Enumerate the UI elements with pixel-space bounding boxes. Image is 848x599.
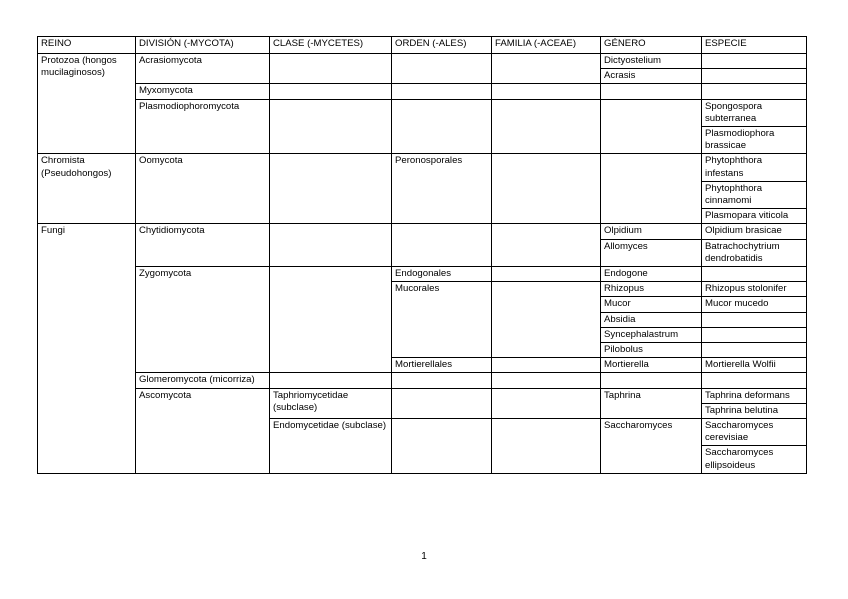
cell-familia <box>492 154 601 224</box>
cell-familia <box>492 373 601 388</box>
cell-genero: Syncephalastrum <box>601 327 702 342</box>
col-header-reino: REINO <box>38 37 136 54</box>
cell-familia <box>492 84 601 99</box>
cell-orden: Mortierellales <box>392 358 492 373</box>
cell-division: Myxomycota <box>136 84 270 99</box>
table-row <box>38 84 807 99</box>
cell-especie: Phytophthora infestans <box>702 154 807 181</box>
cell-orden: Endogonales <box>392 267 492 282</box>
cell-especie: Saccharomyces ellipsoideus <box>702 446 807 473</box>
taxonomy-table <box>37 36 807 474</box>
header-row <box>38 37 807 54</box>
table-row <box>38 224 807 239</box>
cell-genero: Olpidium <box>601 224 702 239</box>
cell-division: Acrasiomycota <box>136 54 270 84</box>
cell-familia <box>492 99 601 154</box>
cell-orden: Mucorales <box>392 282 492 358</box>
cell-especie: Taphrina belutina <box>702 403 807 418</box>
cell-division: Plasmodiophoromycota <box>136 99 270 154</box>
cell-division: Ascomycota <box>136 388 270 473</box>
cell-especie: Saccharomyces cerevisiae <box>702 419 807 446</box>
table-row <box>38 373 807 388</box>
cell-especie: Batrachochytrium dendrobatidis <box>702 239 807 266</box>
cell-genero: Absidia <box>601 312 702 327</box>
cell-especie: Plasmodiophora brassicae <box>702 127 807 154</box>
cell-familia <box>492 267 601 282</box>
cell-familia <box>492 54 601 84</box>
cell-clase <box>270 84 392 99</box>
col-header-clase: CLASE (-MYCETES) <box>270 37 392 54</box>
cell-orden <box>392 224 492 267</box>
cell-genero <box>601 99 702 154</box>
cell-familia <box>492 358 601 373</box>
cell-genero: Saccharomyces <box>601 419 702 474</box>
cell-orden <box>392 373 492 388</box>
cell-especie: Spongospora subterranea <box>702 99 807 126</box>
cell-especie <box>702 373 807 388</box>
cell-especie: Mortierella Wolfii <box>702 358 807 373</box>
cell-especie: Plasmopara viticola <box>702 209 807 224</box>
cell-clase <box>270 267 392 373</box>
cell-especie: Olpidium brasicae <box>702 224 807 239</box>
cell-especie <box>702 84 807 99</box>
cell-reino: Fungi <box>38 224 136 473</box>
table-row <box>38 267 807 282</box>
cell-genero: Dictyostelium <box>601 54 702 69</box>
cell-familia <box>492 419 601 474</box>
cell-orden <box>392 99 492 154</box>
cell-genero: Endogone <box>601 267 702 282</box>
cell-orden <box>392 84 492 99</box>
cell-clase <box>270 54 392 84</box>
cell-genero: Allomyces <box>601 239 702 266</box>
cell-familia <box>492 282 601 358</box>
cell-especie <box>702 267 807 282</box>
cell-genero: Mucor <box>601 297 702 312</box>
cell-especie <box>702 69 807 84</box>
col-header-familia: FAMILIA (-ACEAE) <box>492 37 601 54</box>
cell-division: Oomycota <box>136 154 270 224</box>
cell-familia <box>492 224 601 267</box>
cell-especie: Rhizopus stolonifer <box>702 282 807 297</box>
cell-genero: Acrasis <box>601 69 702 84</box>
cell-genero <box>601 373 702 388</box>
cell-especie: Mucor mucedo <box>702 297 807 312</box>
cell-clase: Endomycetidae (subclase) <box>270 419 392 474</box>
cell-orden: Peronosporales <box>392 154 492 224</box>
cell-division: Glomeromycota (micorriza) <box>136 373 270 388</box>
cell-genero: Mortierella <box>601 358 702 373</box>
cell-genero: Pilobolus <box>601 343 702 358</box>
cell-reino: Protozoa (hongos mucilaginosos) <box>38 54 136 154</box>
col-header-especie: ESPECIE <box>702 37 807 54</box>
table-row <box>38 99 807 126</box>
cell-clase <box>270 99 392 154</box>
cell-clase: Taphriomycetidae (subclase) <box>270 388 392 418</box>
table-row <box>38 388 807 403</box>
table-row <box>38 54 807 69</box>
col-header-division: DIVISIÓN (-MYCOTA) <box>136 37 270 54</box>
cell-especie <box>702 312 807 327</box>
table-row <box>38 154 807 181</box>
cell-orden <box>392 54 492 84</box>
cell-especie <box>702 54 807 69</box>
cell-genero <box>601 84 702 99</box>
cell-especie: Phytophthora cinnamomi <box>702 181 807 208</box>
cell-division: Chytidiomycota <box>136 224 270 267</box>
cell-genero: Taphrina <box>601 388 702 418</box>
cell-clase <box>270 373 392 388</box>
col-header-orden: ORDEN (-ALES) <box>392 37 492 54</box>
page-number: 1 <box>421 551 427 562</box>
cell-genero <box>601 154 702 224</box>
cell-especie: Taphrina deformans <box>702 388 807 403</box>
col-header-genero: GÉNERO <box>601 37 702 54</box>
cell-clase <box>270 224 392 267</box>
cell-reino: Chromista (Pseudohongos) <box>38 154 136 224</box>
cell-especie <box>702 343 807 358</box>
cell-clase <box>270 154 392 224</box>
cell-orden <box>392 419 492 474</box>
cell-orden <box>392 388 492 418</box>
cell-genero: Rhizopus <box>601 282 702 297</box>
cell-familia <box>492 388 601 418</box>
cell-division: Zygomycota <box>136 267 270 373</box>
cell-especie <box>702 327 807 342</box>
